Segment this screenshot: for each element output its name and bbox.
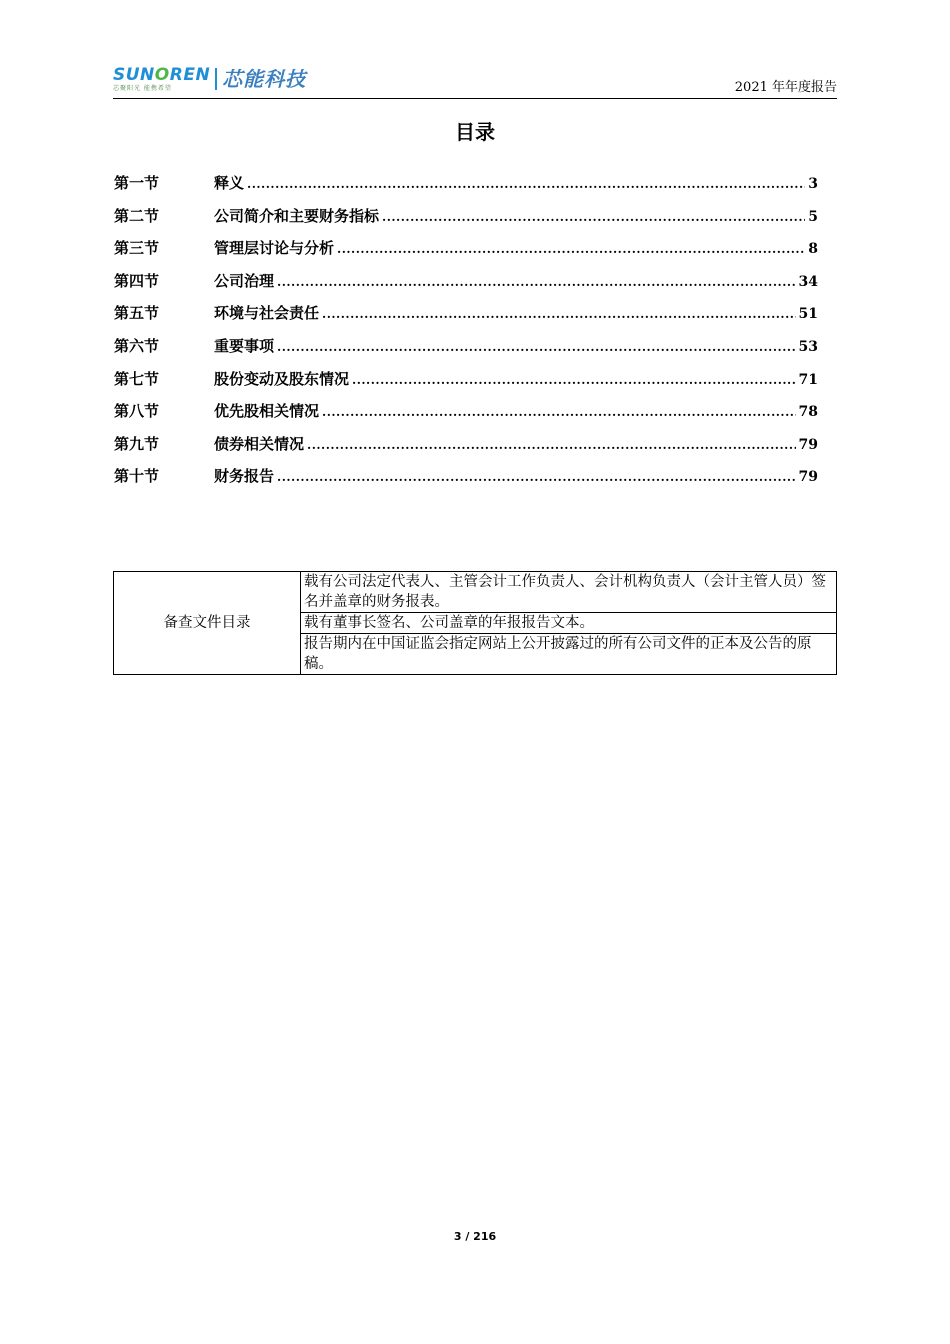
toc-leader-dots bbox=[277, 275, 796, 289]
toc-entry[interactable] bbox=[114, 400, 818, 433]
toc-section-number: 第九节 bbox=[114, 434, 160, 453]
toc-leader-dots bbox=[322, 405, 796, 419]
toc-section-name: 管理层讨论与分析 bbox=[214, 239, 335, 258]
logo-en-o: O bbox=[154, 65, 170, 85]
toc-entry[interactable] bbox=[114, 368, 818, 401]
toc-leader-dots bbox=[277, 340, 796, 354]
toc-page-number: 71 bbox=[798, 371, 818, 388]
toc-section-name: 公司治理 bbox=[214, 271, 275, 290]
toc-title: 目录 bbox=[455, 120, 495, 144]
toc-leader-dots bbox=[322, 307, 796, 321]
logo-en-ren: REN bbox=[169, 65, 211, 85]
toc-entry[interactable] bbox=[114, 433, 818, 466]
toc-section-name: 重要事项 bbox=[214, 336, 275, 355]
toc-section-name: 财务报告 bbox=[214, 467, 275, 486]
page-number: 3 / 216 bbox=[453, 1230, 497, 1243]
toc-leader-dots bbox=[277, 470, 796, 484]
toc-section-number: 第五节 bbox=[114, 304, 160, 323]
toc-section-number: 第六节 bbox=[114, 336, 160, 355]
toc-leader-dots bbox=[307, 438, 796, 452]
toc-section-name: 公司简介和主要财务指标 bbox=[214, 206, 380, 225]
toc-page-number: 5 bbox=[808, 208, 818, 225]
table-of-contents bbox=[114, 172, 818, 498]
toc-leader-dots bbox=[337, 242, 805, 256]
reference-document-item: 载有公司法定代表人、主管会计工作负责人、会计机构负责人（会计主管人员）签名并盖章的财务报表。 bbox=[301, 572, 837, 613]
toc-page-number: 51 bbox=[798, 306, 818, 323]
logo-en-block bbox=[113, 66, 210, 93]
toc-section-number: 第三节 bbox=[114, 239, 160, 258]
toc-page-number: 79 bbox=[798, 436, 818, 453]
reference-documents-label: 备查文件目录 bbox=[114, 572, 301, 675]
toc-page-number: 8 bbox=[808, 241, 818, 258]
toc-page-number: 53 bbox=[798, 338, 818, 355]
reference-documents-table bbox=[113, 571, 837, 675]
toc-leader-dots bbox=[382, 210, 805, 224]
toc-section-name: 释义 bbox=[214, 174, 245, 192]
report-title: 2021 年年度报告 bbox=[734, 80, 837, 95]
toc-page-number: 34 bbox=[798, 273, 818, 290]
table-row bbox=[114, 572, 837, 613]
toc-entry[interactable] bbox=[114, 237, 818, 270]
toc-entry[interactable] bbox=[114, 302, 818, 335]
toc-page-number: 3 bbox=[808, 176, 818, 192]
toc-entry[interactable] bbox=[114, 172, 818, 205]
logo-en-sun: SUN bbox=[113, 65, 155, 85]
reference-document-item: 报告期内在中国证监会指定网站上公开披露过的所有公司文件的正本及公告的原稿。 bbox=[301, 634, 837, 675]
toc-section-number: 第二节 bbox=[114, 206, 160, 225]
toc-section-name: 优先股相关情况 bbox=[214, 402, 320, 421]
logo-slogan: 芯聚阳光 能携希望 bbox=[113, 85, 172, 92]
toc-section-number: 第一节 bbox=[114, 174, 160, 192]
toc-entry[interactable] bbox=[114, 335, 818, 368]
toc-section-number: 第四节 bbox=[114, 271, 160, 290]
page-header bbox=[113, 62, 837, 99]
toc-section-name: 环境与社会责任 bbox=[214, 304, 320, 323]
logo-cn: 芯能科技 bbox=[222, 67, 307, 91]
toc-section-number: 第十节 bbox=[114, 467, 160, 486]
toc-section-name: 债券相关情况 bbox=[214, 434, 305, 453]
toc-entry[interactable] bbox=[114, 465, 818, 498]
toc-section-number: 第八节 bbox=[114, 402, 160, 421]
toc-page-number: 79 bbox=[798, 469, 818, 486]
toc-page-number: 78 bbox=[798, 404, 818, 421]
toc-entry[interactable] bbox=[114, 270, 818, 303]
toc-section-number: 第七节 bbox=[114, 369, 160, 388]
logo-divider bbox=[215, 68, 217, 90]
toc-leader-dots bbox=[247, 177, 805, 191]
toc-leader-dots bbox=[352, 373, 796, 387]
company-logo bbox=[113, 66, 306, 96]
reference-document-item: 载有董事长签名、公司盖章的年报报告文本。 bbox=[301, 613, 837, 634]
logo-en bbox=[113, 66, 210, 84]
toc-entry[interactable] bbox=[114, 205, 818, 238]
toc-section-name: 股份变动及股东情况 bbox=[214, 369, 350, 388]
